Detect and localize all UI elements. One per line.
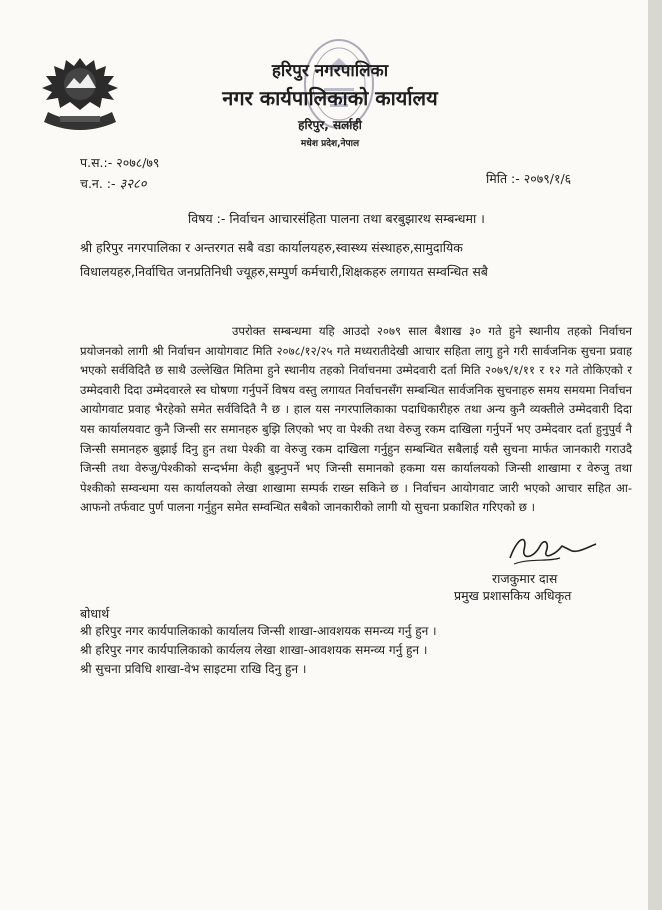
cc-item: श्री सुचना प्रविधि शाखा-वेभ साइटमा राखि दिनु हुन । <box>80 662 307 676</box>
letter-date: मिति :- २०७९/१/६ <box>486 171 572 186</box>
office-location: हरिपुर, सर्लाही <box>298 118 362 132</box>
cc-item: श्री हरिपुर नगर कार्यपालिकाको कार्यलय लेखा शाखा-आवशयक समन्व्य गर्नु हुन । <box>80 643 428 657</box>
addressee-line: विधालयहरु,निर्वाचित जनप्रतिनिधी ज्यूहरु,सम्पुर्ण कर्मचारी,शिक्षकहरु लगायत सम्वन्धित सबै <box>80 264 488 279</box>
addressee-block <box>80 236 600 284</box>
cc-list <box>80 622 437 679</box>
signatory-name: राजकुमार दास <box>492 571 558 586</box>
municipality-name: हरिपुर नगरपालिका <box>271 61 389 81</box>
cc-item: श्री हरिपुर नगर कार्यपालिकाको कार्यालय जिन्सी शाखा-आवशयक समन्व्य गर्नु हुन । <box>80 624 437 638</box>
patra-sankhya: प.स.:- २०७८/७९ <box>80 155 160 170</box>
province-name: मधेश प्रदेश,नेपाल <box>300 139 360 149</box>
chalani-number-row <box>80 174 147 192</box>
signatory-designation: प्रमुख प्रशासकिय अधिकृत <box>454 588 572 603</box>
signature-mark <box>500 528 600 572</box>
chalani-number: ३२८० <box>119 177 147 192</box>
office-name: नगर कार्यपालिकाको कार्यालय <box>222 86 438 110</box>
addressee-line: श्री हरिपुर नगरपालिका र अन्तरगत सबै वडा कार्यालयहरु,स्वास्थ्य संस्थाहरु,सामुदायिक <box>80 240 463 255</box>
scan-edge <box>648 0 662 910</box>
nepal-emblem-icon <box>30 52 130 142</box>
letter-body <box>80 322 632 518</box>
cc-heading: बोधार्थ <box>80 606 110 621</box>
chalani-label: च.न. :- <box>80 176 116 191</box>
letter-subject: विषय :- निर्वाचन आचारसंहिता पालना तथा बरबुझारथ सम्बन्धमा । <box>188 211 485 226</box>
letter-body-text: उपरोक्त सम्बन्धमा यहि आउदो २०७९ साल बैशाख ३० गते हुने स्थानीय तहको निर्वाचन प्रयोजनको लागी श्री निर्वाचन आयोगवाट मिति २०७८/१२/२५ गते मध्यरातीदेखी आचार सहिता लागु हुने गरी सार्वजनिक सुचना प्रवाह भएको सर्वविदितै छ साथै उल्लेखित मितिमा हुने स्थानीय तहको निर्वाचनमा उम्मेदवारी दर्ता मिति २०७९/१/११ र १२ गते तोकिएको र उम्मेदवारी दिदा उम्मेदवारले स्व घोषणा गर्नुपर्ने विषय वस्तु लगायत निर्वाचनसँग सम्बन्धित सार्वजनिक सुचनाहरु समय समयमा निर्वाचन आयोगवाट प्रवाह भैरहेको समेत सर्वविदितै नै छ । हाल यस नगरपालिकाका पदाधिकारीहरु तथा अन्य कुनै व्यक्तीले उम्मेदवारी दिदा यस कार्यालयवाट कुनै जिन्सी सर समानहरु बुझि लिएको भए वा पेश्की तथा वेरुजु रकम दाखिला गर्नुपर्ने भए उम्मेदवार दर्ता हुनुपुर्व नै जिन्सी समानहरु बुझाई दिनु हुन तथा पेश्की वा वेरुजु रकम दाखिला गर्नुहुन सम्बन्धित सबैलाई यसै सुचना मार्फत जानकारी गराउदै जिन्सी तथा वेरुजु/पेश्कीको सन्दर्भमा केही बुझ्नुपर्ने भए जिन्सी समानको हकमा यस कार्यालयको जिन्सी शाखामा र वेरुजु तथा पेश्कीको सम्वन्धमा यस कार्यालयको लेखा शाखामा सम्पर्क राख्न सकिने छ । निर्वाचन आयोगवाट जारी भएको आचार सहित आ-आफनो तर्फवाट पुर्ण पालना गर्नुहुन समेत सम्वन्धित सबैको जानकारीको लागी यो सुचना प्रकाशित गरिएको छ । <box>80 324 632 515</box>
